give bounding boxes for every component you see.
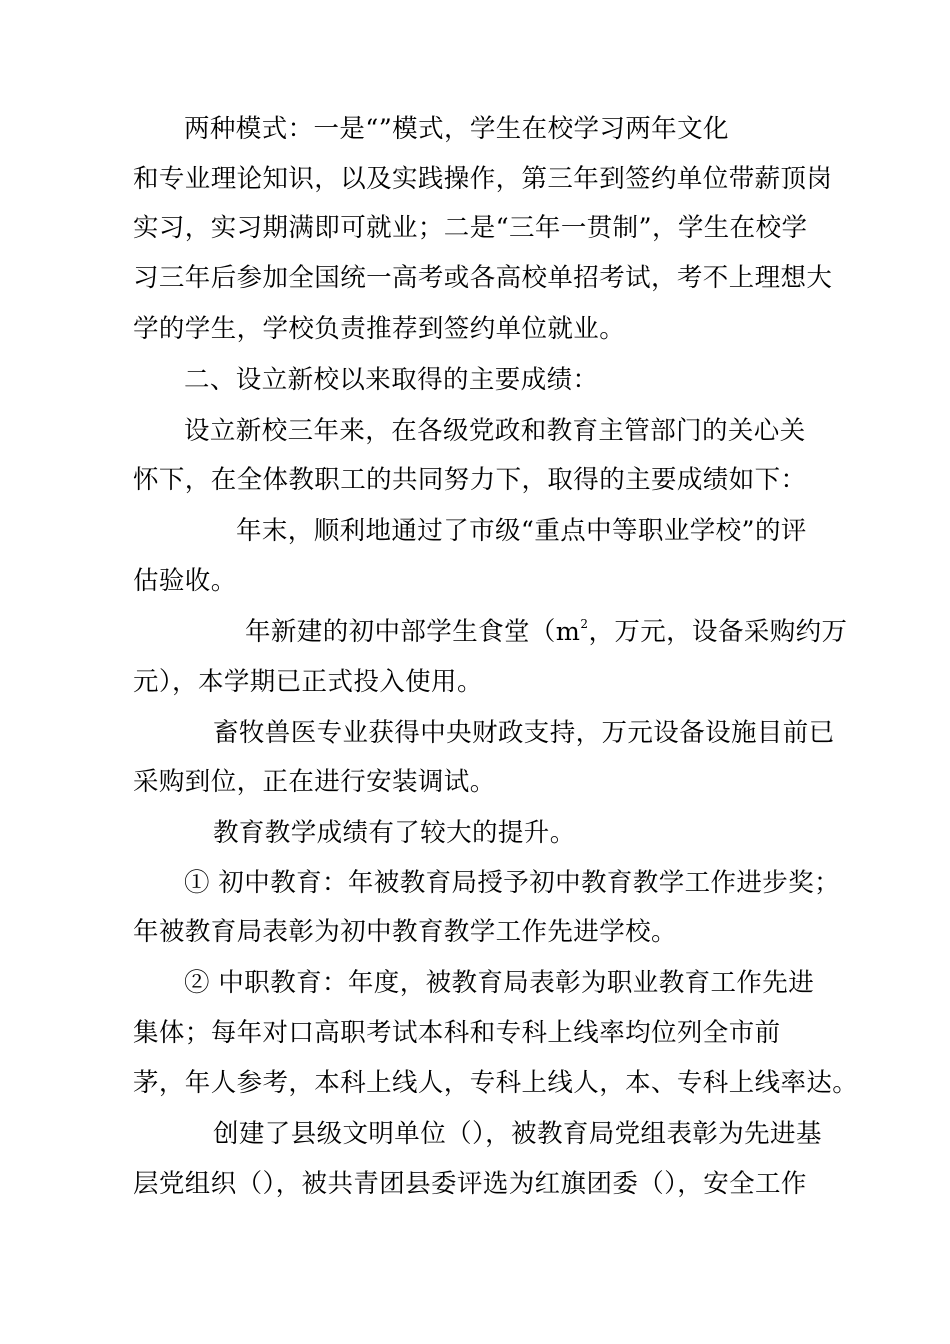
text-line: 估验收。 — [133, 566, 237, 596]
list-item: ① 初中教育：年被教育局授予初中教育教学工作进步奖； — [184, 868, 841, 898]
text-line: 实习，实习期满即可就业；二是“三年一贯制”，学生在校学 — [133, 213, 808, 243]
text-line: 茅，年人参考，本科上线人，专科上线人，本、专科上线率达。 — [133, 1068, 859, 1098]
text-line: 畜牧兽医专业获得中央财政支持，万元设备设施目前已 — [213, 718, 835, 748]
text-line: 创建了县级文明单位（），被教育局党组表彰为先进基 — [213, 1119, 822, 1149]
text-line: 教育教学成绩有了较大的提升。 — [213, 818, 576, 848]
section-heading: 二、设立新校以来取得的主要成绩： — [184, 365, 599, 395]
superscript-text: 2 — [580, 617, 589, 631]
text-line: 年末，顺利地通过了市级“重点中等职业学校”的评 — [236, 516, 807, 546]
text-line: 两种模式：一是“”模式，学生在校学习两年文化 — [184, 114, 729, 144]
text-segment: ，万元，设备采购约万 — [588, 617, 848, 647]
text-line: 设立新校三年来，在各级党政和教育主管部门的关心关 — [184, 416, 806, 446]
text-segment: 年新建的初中部学生食堂（m — [245, 617, 581, 647]
list-item: ② 中职教育：年度，被教育局表彰为职业教育工作先进 — [184, 968, 815, 998]
text-line: 年被教育局表彰为初中教育教学工作先进学校。 — [133, 917, 677, 947]
text-line: 采购到位，正在进行安装调试。 — [133, 767, 496, 797]
text-line — [245, 615, 847, 649]
text-line: 集体；每年对口高职考试本科和专科上线率均位列全市前 — [133, 1018, 781, 1048]
text-line: 习三年后参加全国统一高考或各高校单招考试，考不上理想大 — [133, 263, 833, 293]
text-line: 元），本学期已正式投入使用。 — [133, 667, 483, 697]
text-line: 层党组织（），被共青团县委评选为红旗团委（），安全工作 — [133, 1169, 807, 1199]
text-line: 怀下，在全体教职工的共同努力下，取得的主要成绩如下： — [133, 465, 807, 495]
text-line: 和专业理论知识，以及实践操作，第三年到签约单位带薪顶岗 — [133, 164, 833, 194]
text-line: 学的学生，学校负责推荐到签约单位就业。 — [133, 314, 626, 344]
